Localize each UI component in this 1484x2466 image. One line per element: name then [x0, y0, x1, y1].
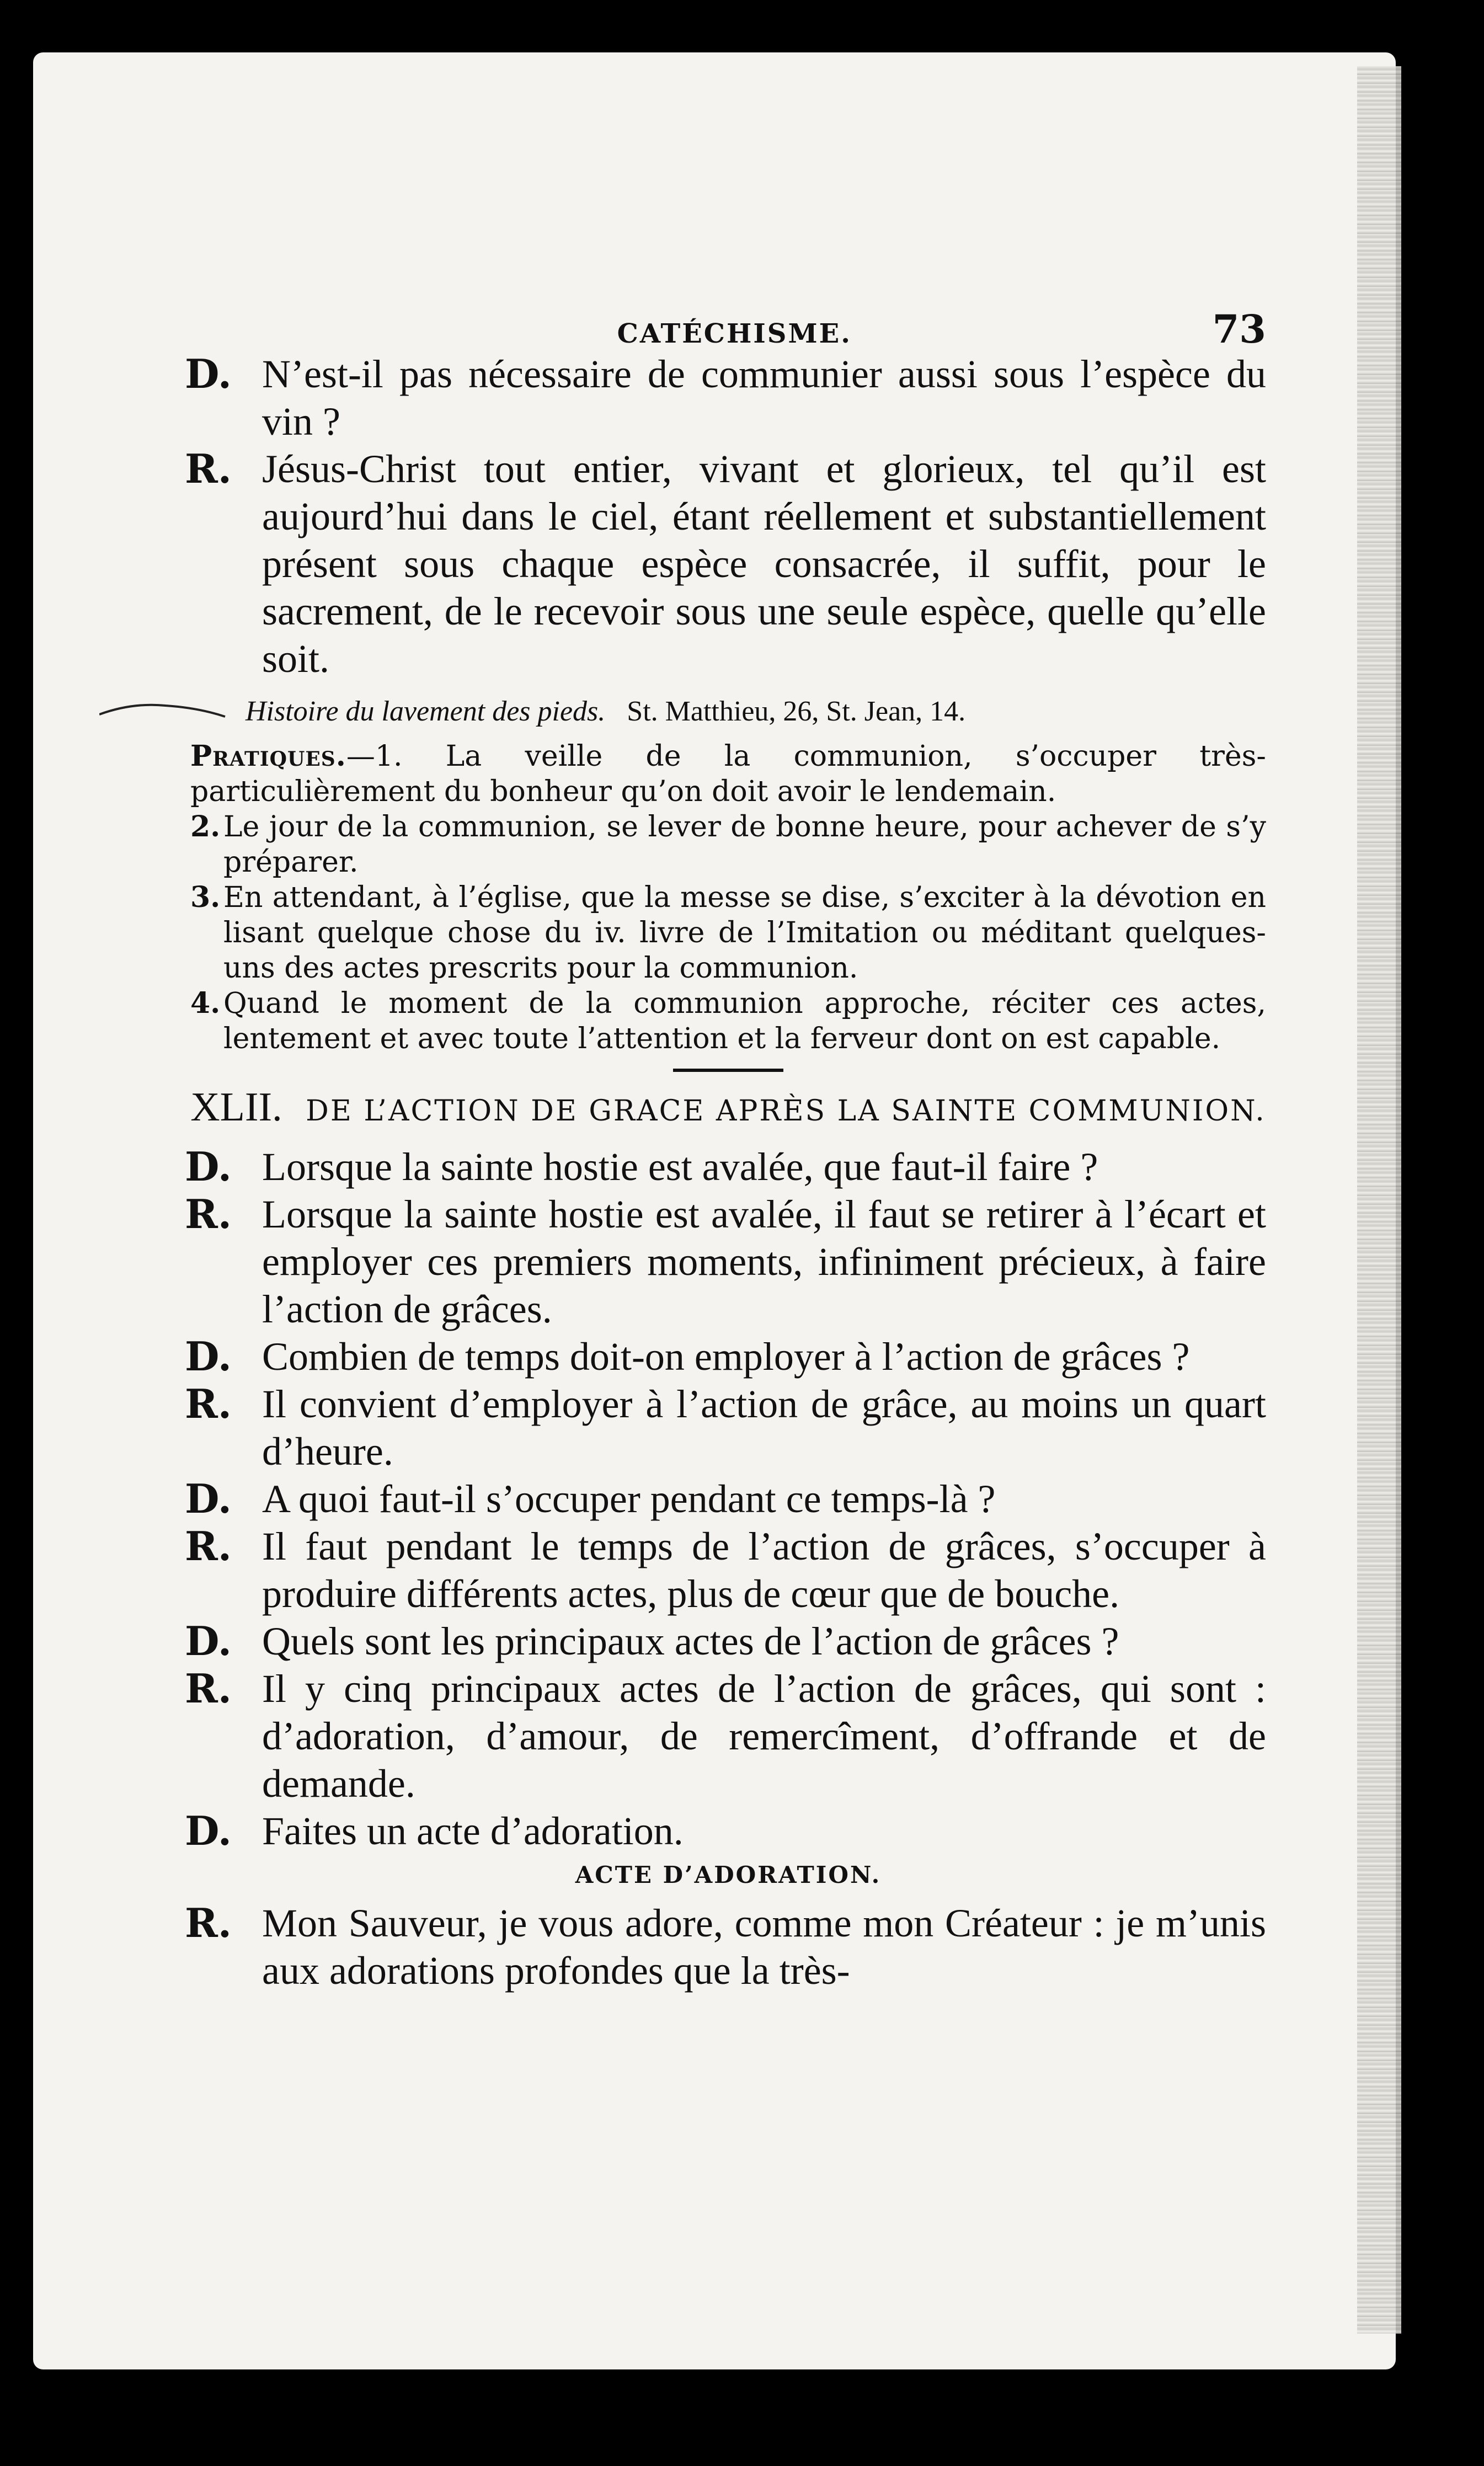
qa-letter: D. — [185, 1143, 232, 1190]
practice-item — [190, 986, 1266, 1056]
page-number: 73 — [1212, 306, 1266, 352]
qa-letter: D. — [185, 1475, 232, 1522]
qa-letter: D. — [185, 1333, 232, 1380]
practice-number: 2. — [190, 810, 221, 844]
page-edge — [1357, 66, 1401, 2334]
qa-letter: R. — [185, 1523, 232, 1570]
page-content — [185, 306, 1266, 1994]
answer — [185, 1191, 1266, 1333]
story-title: Histoire du lavement des pieds. — [245, 696, 606, 727]
question — [185, 1475, 1266, 1523]
qa-letter: R. — [185, 1899, 232, 1946]
story-line — [190, 692, 1266, 731]
practice-item — [190, 880, 1266, 986]
story-reference: St. Matthieu, 26, St. Jean, 14. — [627, 696, 966, 727]
practice-text: La veille de la communion, s’occuper très-particulièrement du bonheur qu’on doit avoir le lendemain. — [190, 740, 1266, 808]
qa-text: A quoi faut-il s’occuper pendant ce temps-là ? — [262, 1477, 996, 1521]
practice-item — [190, 809, 1266, 880]
practice-text: En attendant, à l’église, que la messe se dise, s’exciter à la dévotion en lisant quelque chose du iv. livre de l’Imitation ou méditant quelques-uns des actes prescrits pour la communion. — [223, 881, 1266, 985]
qa-letter: D. — [185, 1618, 232, 1664]
section-heading — [190, 1087, 1266, 1131]
qa-text: N’est-il pas nécessaire de communier aussi sous l’espèce du vin ? — [262, 352, 1266, 444]
qa-letter: R. — [185, 1380, 232, 1427]
answer — [185, 1899, 1266, 1994]
answer — [185, 1665, 1266, 1807]
answer — [185, 1523, 1266, 1618]
question — [185, 350, 1266, 445]
qa-letter: D. — [185, 350, 232, 397]
question — [185, 1618, 1266, 1665]
qa-text: Lorsque la sainte hostie est avalée, que faut-il faire ? — [262, 1145, 1098, 1189]
section-number: XLII. — [190, 1085, 282, 1130]
question — [185, 1333, 1266, 1380]
practice-number: —1. — [346, 740, 403, 773]
question — [185, 1807, 1266, 1855]
qa-text: Lorsque la sainte hostie est avalée, il faut se retirer à l’écart et employer ces premiers moments, infiniment précieux, à faire l’action de grâces. — [262, 1192, 1266, 1331]
running-title: CATÉCHISME. — [617, 318, 852, 349]
qa-text: Mon Sauveur, je vous adore, comme mon Créateur : je m’unis aux adorations profondes que la très- — [262, 1901, 1266, 1993]
qa-letter: R. — [185, 1665, 232, 1712]
practice-text: Le jour de la communion, se lever de bonne heure, pour achever de s’y préparer. — [223, 810, 1266, 879]
question — [185, 1143, 1266, 1191]
qa-letter: R. — [185, 445, 232, 492]
qa-text: Faites un acte d’adoration. — [262, 1809, 684, 1853]
qa-letter: R. — [185, 1191, 232, 1237]
practice-text: Quand le moment de la communion approche, réciter ces actes, lentement et avec toute l’attention et la ferveur dont on est capable. — [223, 987, 1266, 1055]
qa-letter: D. — [185, 1807, 232, 1854]
answer — [185, 1380, 1266, 1475]
section-title: DE L’ACTION DE GRACE APRÈS LA SAINTE COMMUNION. — [306, 1095, 1266, 1128]
qa-text: Il y cinq principaux actes de l’action de grâces, qui sont : d’adoration, d’amour, de remercîment, d’offrande et de demande. — [262, 1667, 1266, 1806]
practice-number: 4. — [190, 986, 221, 1020]
running-head — [190, 306, 1266, 350]
practice-number: 3. — [190, 880, 221, 914]
qa-text: Il faut pendant le temps de l’action de grâces, s’occuper à produire différents actes, plus de cœur que de bouche. — [262, 1524, 1266, 1616]
practice-item — [190, 739, 1266, 809]
section-divider — [673, 1069, 783, 1072]
practices-heading: Pratiques. — [190, 739, 346, 773]
answer — [185, 445, 1266, 682]
qa-text: Combien de temps doit-on employer à l’action de grâces ? — [262, 1335, 1190, 1379]
qa-text: Il convient d’employer à l’action de grâce, au moins un quart d’heure. — [262, 1382, 1266, 1474]
qa-text: Quels sont les principaux actes de l’action de grâces ? — [262, 1619, 1119, 1663]
act-heading: ACTE D’ADORATION. — [575, 1861, 882, 1888]
qa-text: Jésus-Christ tout entier, vivant et glorieux, tel qu’il est aujourd’hui dans le ciel, étant réellement et substantiellement présent sous chaque espèce consacrée, il suffit, pour le sacrement, de le recevoir sous une seule espèce, quelle qu’elle soit. — [262, 447, 1266, 681]
